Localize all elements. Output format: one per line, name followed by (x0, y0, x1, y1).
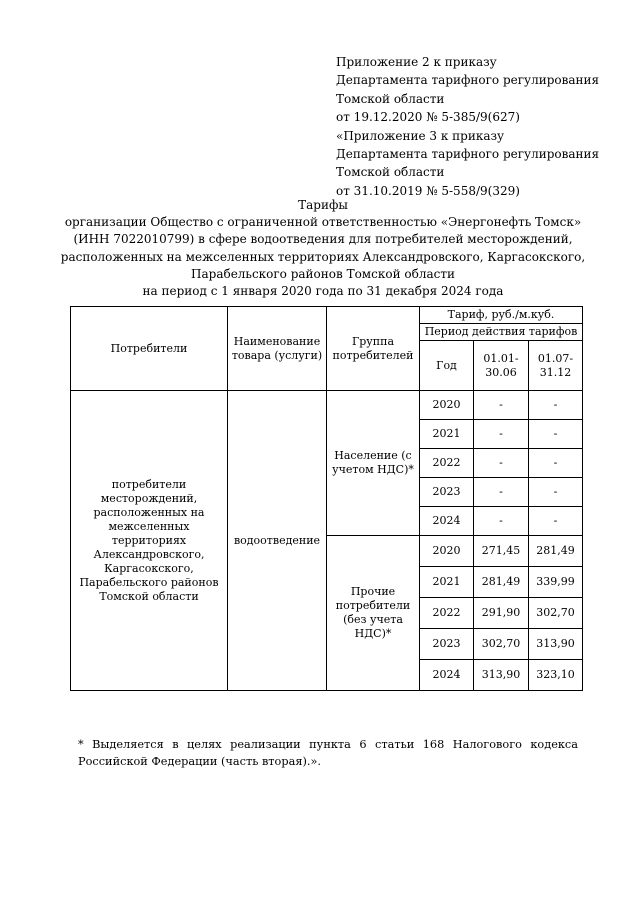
header-group: Группа потребителей (327, 307, 420, 391)
header-half2: 01.07-31.12 (529, 341, 583, 391)
document-title-block (60, 197, 586, 300)
tariff-h2-cell: - (529, 420, 583, 449)
annex-line: Департамента тарифного регулирования (336, 73, 600, 88)
header-year: Год (420, 341, 474, 391)
tariff-h1-cell: 302,70 (474, 629, 529, 660)
year-cell: 2023 (420, 629, 474, 660)
tariff-h1-cell: 281,49 (474, 567, 529, 598)
consumers-cell: потребители месторождений, расположенных на межселенных территориях Александровского, Каргасокского, Парабельского районов Томской области (71, 391, 228, 691)
tariff-h1-cell: 291,90 (474, 598, 529, 629)
tariff-h1-cell: 313,90 (474, 660, 529, 691)
table-row (71, 391, 583, 420)
year-cell: 2023 (420, 478, 474, 507)
footnote: * Выделяется в целях реализации пункта 6 статьи 168 Налогового кодекса Российской Федерации (часть вторая).». (78, 738, 578, 768)
header-consumers: Потребители (71, 307, 228, 391)
tariff-h1-cell: - (474, 449, 529, 478)
tariff-h2-cell: - (529, 478, 583, 507)
tariff-h2-cell: - (529, 507, 583, 536)
title-line: организации Общество с ограниченной ответственностью «Энергонефть Томск» (64, 215, 582, 230)
annex-reference-block (336, 53, 636, 200)
annex-line: от 19.12.2020 № 5-385/9(627) (336, 110, 520, 125)
tariff-h1-cell: - (474, 391, 529, 420)
tariff-h2-cell: - (529, 449, 583, 478)
year-cell: 2021 (420, 420, 474, 449)
tariff-h2-cell: 339,99 (529, 567, 583, 598)
year-cell: 2024 (420, 660, 474, 691)
annex-line: Томской области (336, 91, 445, 106)
product-cell: водоотведение (228, 391, 327, 691)
year-cell: 2022 (420, 449, 474, 478)
year-cell: 2024 (420, 507, 474, 536)
annex-line: Томской области (336, 165, 445, 180)
year-cell: 2020 (420, 391, 474, 420)
tariff-table (70, 306, 583, 691)
title-line: расположенных на межселенных территориях Александровского, Каргасокского, (60, 249, 586, 264)
tariff-h2-cell: 313,90 (529, 629, 583, 660)
header-period: Период действия тарифов (420, 324, 583, 341)
title-line: Парабельского районов Томской области (191, 266, 455, 281)
group-cell-other: Прочие потребители (без учета НДС)* (327, 536, 420, 691)
tariff-h2-cell: 302,70 (529, 598, 583, 629)
header-product: Наименование товара (услуги) (228, 307, 327, 391)
annex-line: от 31.10.2019 № 5-558/9(329) (336, 183, 520, 198)
year-cell: 2020 (420, 536, 474, 567)
annex-line: «Приложение 3 к приказу (336, 128, 505, 143)
document-heading: Тарифы (298, 198, 348, 212)
header-half1: 01.01-30.06 (474, 341, 529, 391)
tariff-h1-cell: - (474, 478, 529, 507)
tariff-h1-cell: - (474, 420, 529, 449)
tariff-h1-cell: 271,45 (474, 536, 529, 567)
tariff-h2-cell: - (529, 391, 583, 420)
header-tariff: Тариф, руб./м.куб. (420, 307, 583, 324)
annex-line: Департамента тарифного регулирования (336, 147, 600, 162)
annex-line: Приложение 2 к приказу (336, 55, 497, 69)
year-cell: 2021 (420, 567, 474, 598)
tariff-h1-cell: - (474, 507, 529, 536)
year-cell: 2022 (420, 598, 474, 629)
title-line: (ИНН 7022010799) в сфере водоотведения для потребителей месторождений, (73, 232, 573, 247)
group-cell-population: Население (с учетом НДС)* (327, 391, 420, 536)
title-line: на период с 1 января 2020 года по 31 декабря 2024 года (142, 284, 504, 299)
tariff-h2-cell: 281,49 (529, 536, 583, 567)
tariff-h2-cell: 323,10 (529, 660, 583, 691)
